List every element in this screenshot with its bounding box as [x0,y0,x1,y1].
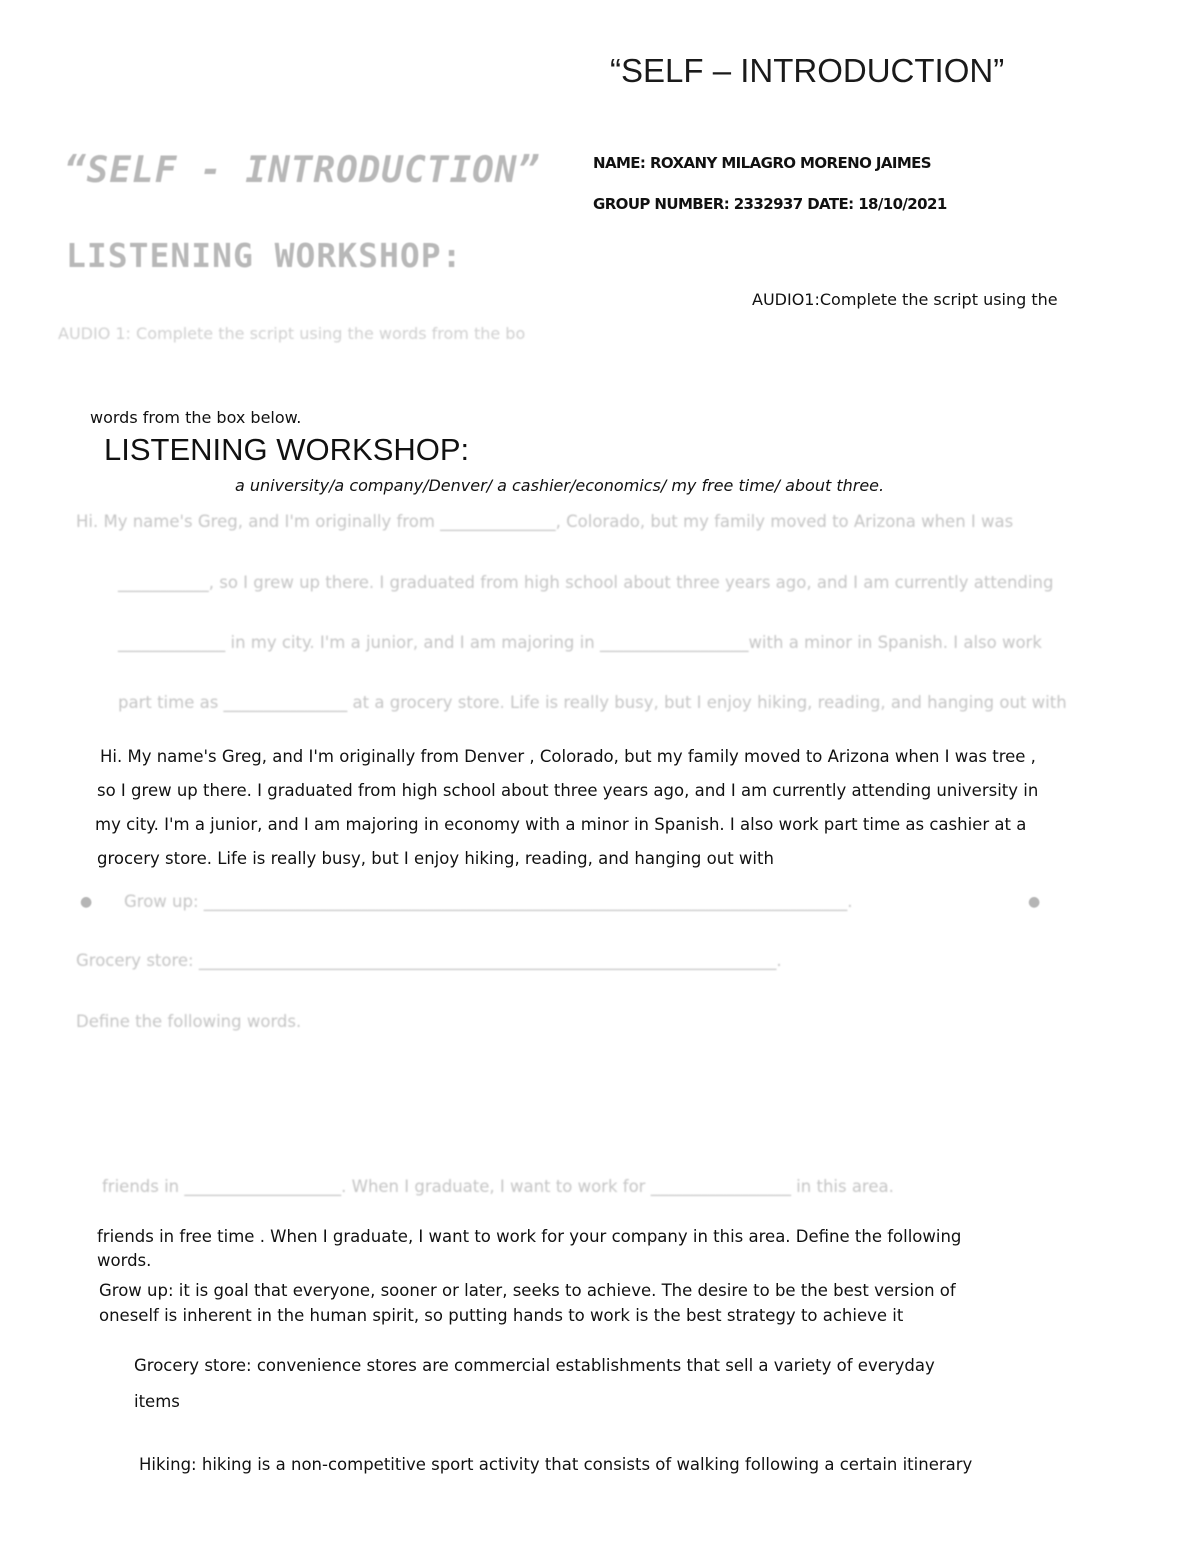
answer-line: my city. I'm a junior, and I am majoring in economy with a minor in Spanish. I also work part time as cashier at a [95,815,1027,834]
audio-instruction-cont: words from the box below. [90,408,302,427]
grow-up-definition-cont: oneself is inherent in the human spirit, so putting hands to work is the best strategy to achieve it [99,1306,904,1325]
friends-answer-cont: words. [97,1251,152,1270]
grow-up-definition: Grow up: it is goal that everyone, sooner or later, seeks to achieve. The desire to be the best version of [99,1281,956,1300]
answer-line: grocery store. Life is really busy, but I enjoy hiking, reading, and hanging out with [97,849,774,868]
document-title: “SELF – INTRODUCTION” [610,52,1005,89]
ghost-script-line: Hi. My name's Greg, and I'm originally from ______________, Colorado, but my family moved to Arizona when I was [76,512,1014,531]
ghost-grocery-store: Grocery store: ______________________________________________________________________. [76,951,782,970]
hiking-definition: Hiking: hiking is a non-competitive sport activity that consists of walking following a certain itinerary [139,1455,973,1474]
friends-answer: friends in free time . When I graduate, I want to work for your company in this area. Define the following [97,1227,962,1246]
workshop-heading: LISTENING WORKSHOP: [104,432,470,467]
ghost-friends-line: friends in ___________________. When I graduate, I want to work for _________________ in this area. [102,1177,894,1196]
answer-line: Hi. My name's Greg, and I'm originally from Denver , Colorado, but my family moved to Arizona when I was tree , [100,747,1036,766]
ghost-script-line: part time as _______________ at a grocery store. Life is really busy, but I enjoy hiking, reading, and hanging out with [118,693,1067,712]
word-box: a university/a company/Denver/ a cashier/economics/ my free time/ about three. [235,476,885,495]
ghost-grow-up: Grow up: ______________________________________________________________________________. [124,892,853,911]
ghost-workshop-heading: LISTENING WORKSHOP: [66,236,463,275]
ghost-audio-instruction: AUDIO 1: Complete the script using the words from the bo [58,324,526,343]
answer-line: so I grew up there. I graduated from high school about three years ago, and I am currently attending university in [97,781,1039,800]
ghost-bullet-icon: ● [1028,894,1041,910]
student-name: NAME: ROXANY MILAGRO MORENO JAIMES [593,154,931,172]
grocery-store-definition-cont: items [134,1392,180,1411]
ghost-define: Define the following words. [76,1012,302,1031]
ghost-script-line: ___________, so I grew up there. I graduated from high school about three years ago, and I am currently attending [118,573,1054,592]
ghost-script-line: _____________ in my city. I'm a junior, and I am majoring in __________________with a minor in Spanish. I also work [118,633,1042,652]
group-date: GROUP NUMBER: 2332937 DATE: 18/10/2021 [593,195,947,213]
audio-instruction: AUDIO1:Complete the script using the [752,290,1058,309]
answer-paragraph [97,740,1097,876]
grocery-store-definition: Grocery store: convenience stores are commercial establishments that sell a variety of everyday [134,1356,935,1375]
ghost-bullet-icon: ● [80,894,93,910]
ghost-title: “SELF - INTRODUCTION” [64,150,541,191]
